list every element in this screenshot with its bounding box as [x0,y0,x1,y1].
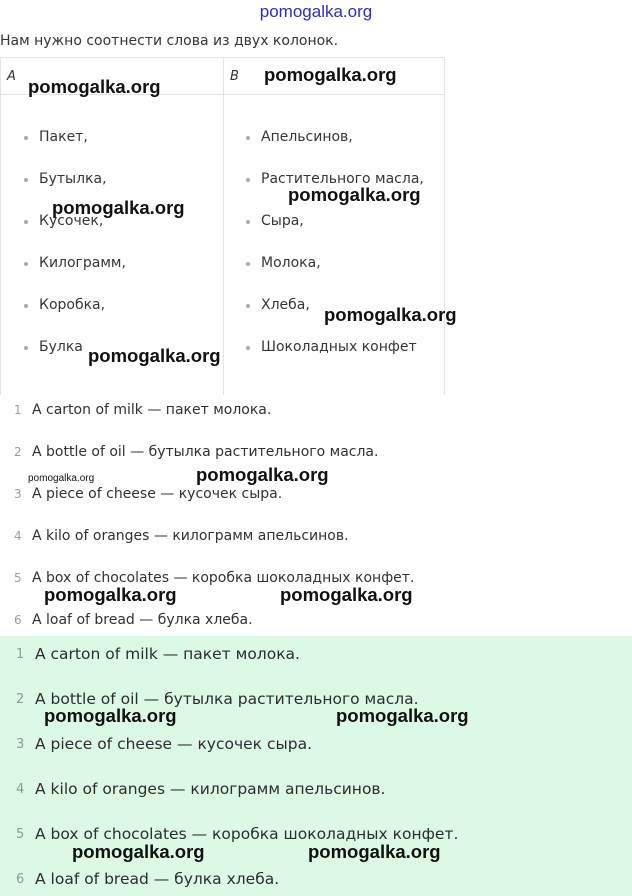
answer-number: 2 [14,445,22,459]
answer-number: 1 [16,647,25,662]
bullet-icon [24,262,28,266]
column-b-list [243,129,424,381]
list-item-label: Апельсинов, [261,129,353,145]
watermark: pomogalka.org [72,841,205,862]
answer-number: 3 [14,487,22,501]
answer-text: A kilo of oranges — килограмм апельсинов. [35,780,386,798]
answer-text: A carton of milk — пакет молока. [35,645,300,663]
list-item [243,213,424,255]
list-item [243,129,424,171]
answer-number: 4 [16,782,25,797]
watermark: pomogalka.org [308,841,441,862]
column-a-list [21,129,126,381]
watermark: pomogalka.org [264,64,397,85]
answer-number: 1 [14,403,22,417]
bullet-icon [24,220,28,224]
bullet-icon [246,178,250,182]
bullet-icon [24,178,28,182]
list-item-label: Кусочек, [39,213,104,229]
answer-text: A carton of milk — пакет молока. [32,402,272,418]
list-item-label: Хлеба, [261,297,310,313]
answer-number: 3 [16,737,25,752]
matching-table [0,57,445,395]
answer-text: A bottle of oil — бутылка растительного масла. [32,444,379,460]
site-title[interactable]: pomogalka.org [259,2,373,21]
list-item-label: Килограмм, [39,255,126,271]
watermark: pomogalka.org [28,473,95,484]
column-divider [223,57,224,395]
watermark: pomogalka.org [288,184,421,205]
bullet-icon [246,262,250,266]
answer-text: A piece of cheese — кусочек сыра. [35,735,312,753]
bullet-icon [246,136,250,140]
watermark: pomogalka.org [324,304,457,325]
list-item-label: Молока, [261,255,321,271]
watermark: pomogalka.org [280,584,413,605]
answer-text: A loaf of bread — булка хлеба. [32,612,253,628]
list-item [21,213,126,255]
list-item-label: Коробка, [39,297,106,313]
watermark: pomogalka.org [28,76,161,97]
bullet-icon [246,220,250,224]
answer-text: A loaf of bread — булка хлеба. [35,870,280,888]
bullet-icon [24,136,28,140]
watermark: pomogalka.org [196,464,329,485]
list-item-label: Растительного масла, [261,171,424,187]
answer-text: A box of chocolates — коробка шоколадных конфет. [32,570,415,586]
answer-number: 2 [16,692,25,707]
column-b-header: B [230,69,239,84]
list-item [21,297,126,339]
watermark: pomogalka.org [52,197,185,218]
answer-number: 5 [14,571,22,585]
list-item [21,129,126,171]
answer-number: 4 [14,529,22,543]
list-item-label: Сыра, [261,213,304,229]
list-item-label: Шоколадных конфет [261,339,417,355]
bullet-icon [246,304,250,308]
list-item [21,255,126,297]
answer-text: A box of chocolates — коробка шоколадных конфет. [35,825,459,843]
answer-number: 5 [16,827,25,842]
answer-text: A kilo of oranges — килограмм апельсинов. [32,528,349,544]
answer-text: A bottle of oil — бутылка растительного масла. [35,690,419,708]
watermark: pomogalka.org [44,584,177,605]
bullet-icon [24,346,28,350]
list-item-label: Пакет, [39,129,88,145]
list-item [243,339,424,381]
bullet-icon [246,346,250,350]
answer-text: A piece of cheese — кусочек сыра. [32,486,283,502]
list-item-label: Булка [39,339,83,355]
intro-text: Нам нужно соотнести слова из двух колонок. [0,33,339,49]
list-item-label: Бутылка, [39,171,107,187]
watermark: pomogalka.org [44,705,177,726]
watermark: pomogalka.org [88,345,221,366]
answer-number: 6 [14,613,22,627]
list-item [243,255,424,297]
bullet-icon [24,304,28,308]
answer-number: 6 [16,872,25,887]
watermark: pomogalka.org [336,705,469,726]
column-a-header: A [7,69,16,84]
